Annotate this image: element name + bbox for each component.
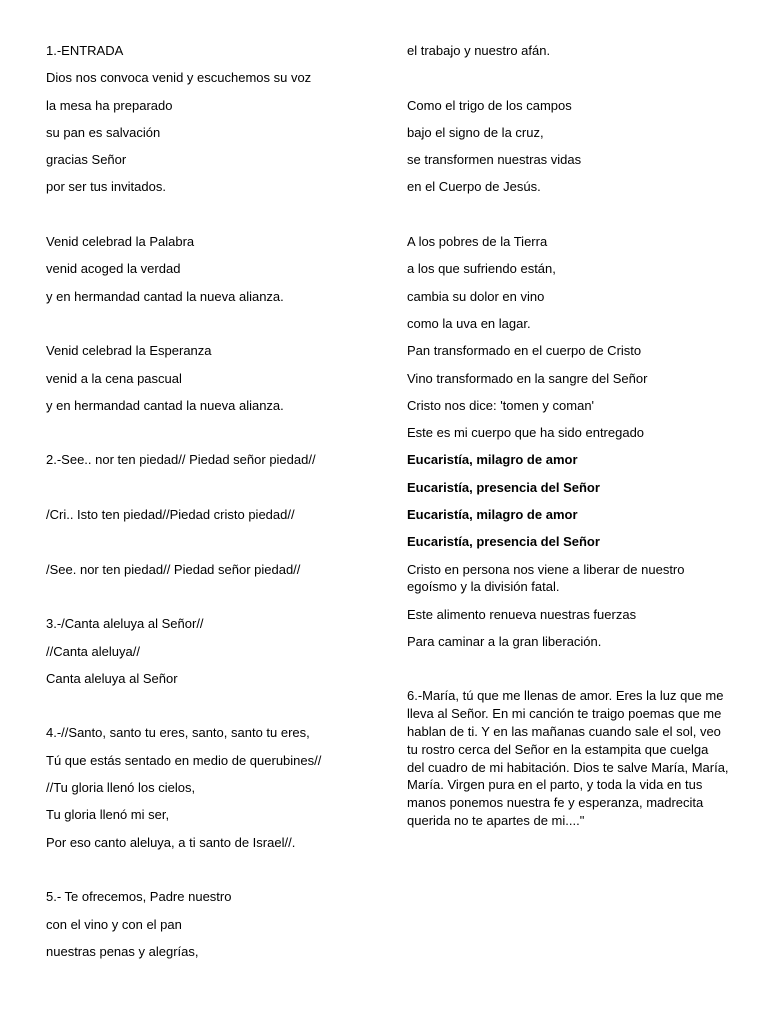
left-text-line: 2.-See.. nor ten piedad// Piedad señor piedad// xyxy=(46,452,316,468)
right-column xyxy=(407,42,729,839)
left-column xyxy=(46,42,386,970)
left-text-line: Por eso canto aleluya, a ti santo de Israel//. xyxy=(46,834,296,850)
left-text-line: 5.- Te ofrecemos, Padre nuestro xyxy=(46,889,232,905)
left-text-line: Venid celebrad la Esperanza xyxy=(46,343,212,359)
right-text-line: Este es mi cuerpo que ha sido entregado xyxy=(407,425,645,441)
left-text-line: su pan es salvación xyxy=(46,124,161,140)
left-text-line: //Canta aleluya// xyxy=(46,643,140,659)
right-text-line: el trabajo y nuestro afán. xyxy=(407,43,551,58)
left-text-line: y en hermandad cantad la nueva alianza. xyxy=(46,288,284,304)
left-spacer xyxy=(46,697,386,724)
left-text-line: 1.-ENTRADA xyxy=(46,43,124,58)
right-text-line: en el Cuerpo de Jesús. xyxy=(407,179,541,195)
left-text-line: 3.-/Canta aleluya al Señor// xyxy=(46,616,204,632)
right-text-line: Cristo nos dice: 'tomen y coman' xyxy=(407,397,595,413)
right-text-line: como la uva en lagar. xyxy=(407,315,531,331)
left-spacer xyxy=(46,479,386,506)
left-spacer xyxy=(46,533,386,560)
right-text-line: A los pobres de la Tierra xyxy=(407,234,548,250)
left-text-line: Dios nos convoca venid y escuchemos su voz xyxy=(46,70,312,86)
left-text-line: la mesa ha preparado xyxy=(46,97,173,113)
left-text-line: venid acoged la verdad xyxy=(46,261,181,277)
left-text-line: y en hermandad cantad la nueva alianza. xyxy=(46,397,284,413)
left-text-line: por ser tus invitados. xyxy=(46,179,166,195)
right-spacer xyxy=(407,206,729,233)
right-text-line: se transformen nuestras vidas xyxy=(407,152,582,168)
left-spacer xyxy=(46,206,386,233)
right-spacer xyxy=(407,660,729,687)
right-text-line: Pan transformado en el cuerpo de Cristo xyxy=(407,343,642,359)
left-text-line: /See. nor ten piedad// Piedad señor piedad// xyxy=(46,561,301,577)
left-text-line: /Cri.. Isto ten piedad//Piedad cristo piedad// xyxy=(46,507,295,523)
right-text-line: Como el trigo de los campos xyxy=(407,97,572,113)
left-spacer xyxy=(46,861,386,888)
right-text-line: Eucaristía, milagro de amor xyxy=(407,452,578,468)
right-text-line: Cristo en persona nos viene a liberar de nuestro egoísmo y la división fatal. xyxy=(407,561,685,595)
left-text-line: venid a la cena pascual xyxy=(46,370,182,386)
left-spacer xyxy=(46,315,386,342)
right-text-line: Eucaristía, milagro de amor xyxy=(407,507,578,523)
right-text-line: bajo el signo de la cruz, xyxy=(407,124,544,140)
left-text-line: Canta aleluya al Señor xyxy=(46,670,178,686)
left-spacer xyxy=(46,424,386,451)
right-text-line: 6.-María, tú que me llenas de amor. Eres la luz que me lleva al Señor. En mi canción te traigo poemas que me hablan de ti. Y en las mañanas cuando sale el sol, veo tu rostro cerca del Señor en la estampita que cuelga del cuadro de mi habitación. Dios te salve María, María, María. Virgen pura en el parto, y toda la vida en tus manos ponemos nuestra fe y esperanza, madrecita querida no te apartes de mi...." xyxy=(407,688,729,828)
right-text-line: Para caminar a la gran liberación. xyxy=(407,633,602,649)
right-text-line: Vino transformado en la sangre del Señor xyxy=(407,370,648,386)
left-text-line: Tú que estás sentado en medio de querubines// xyxy=(46,752,322,768)
left-spacer xyxy=(46,588,386,615)
left-text-line: 4.-//Santo, santo tu eres, santo, santo tu eres, xyxy=(46,725,310,741)
right-text-line: Eucaristía, presencia del Señor xyxy=(407,534,600,550)
left-text-line: //Tu gloria llenó los cielos, xyxy=(46,780,196,796)
left-text-line: nuestras penas y alegrías, xyxy=(46,943,199,959)
left-text-line: gracias Señor xyxy=(46,152,127,168)
right-text-line: a los que sufriendo están, xyxy=(407,261,556,277)
right-spacer xyxy=(407,69,729,96)
right-text-line: cambia su dolor en vino xyxy=(407,288,545,304)
left-text-line: Tu gloria llenó mi ser, xyxy=(46,807,170,823)
left-text-line: Venid celebrad la Palabra xyxy=(46,234,195,250)
left-text-line: con el vino y con el pan xyxy=(46,916,182,932)
right-text-line: Eucaristía, presencia del Señor xyxy=(407,479,600,495)
right-text-line: Este alimento renueva nuestras fuerzas xyxy=(407,606,637,622)
